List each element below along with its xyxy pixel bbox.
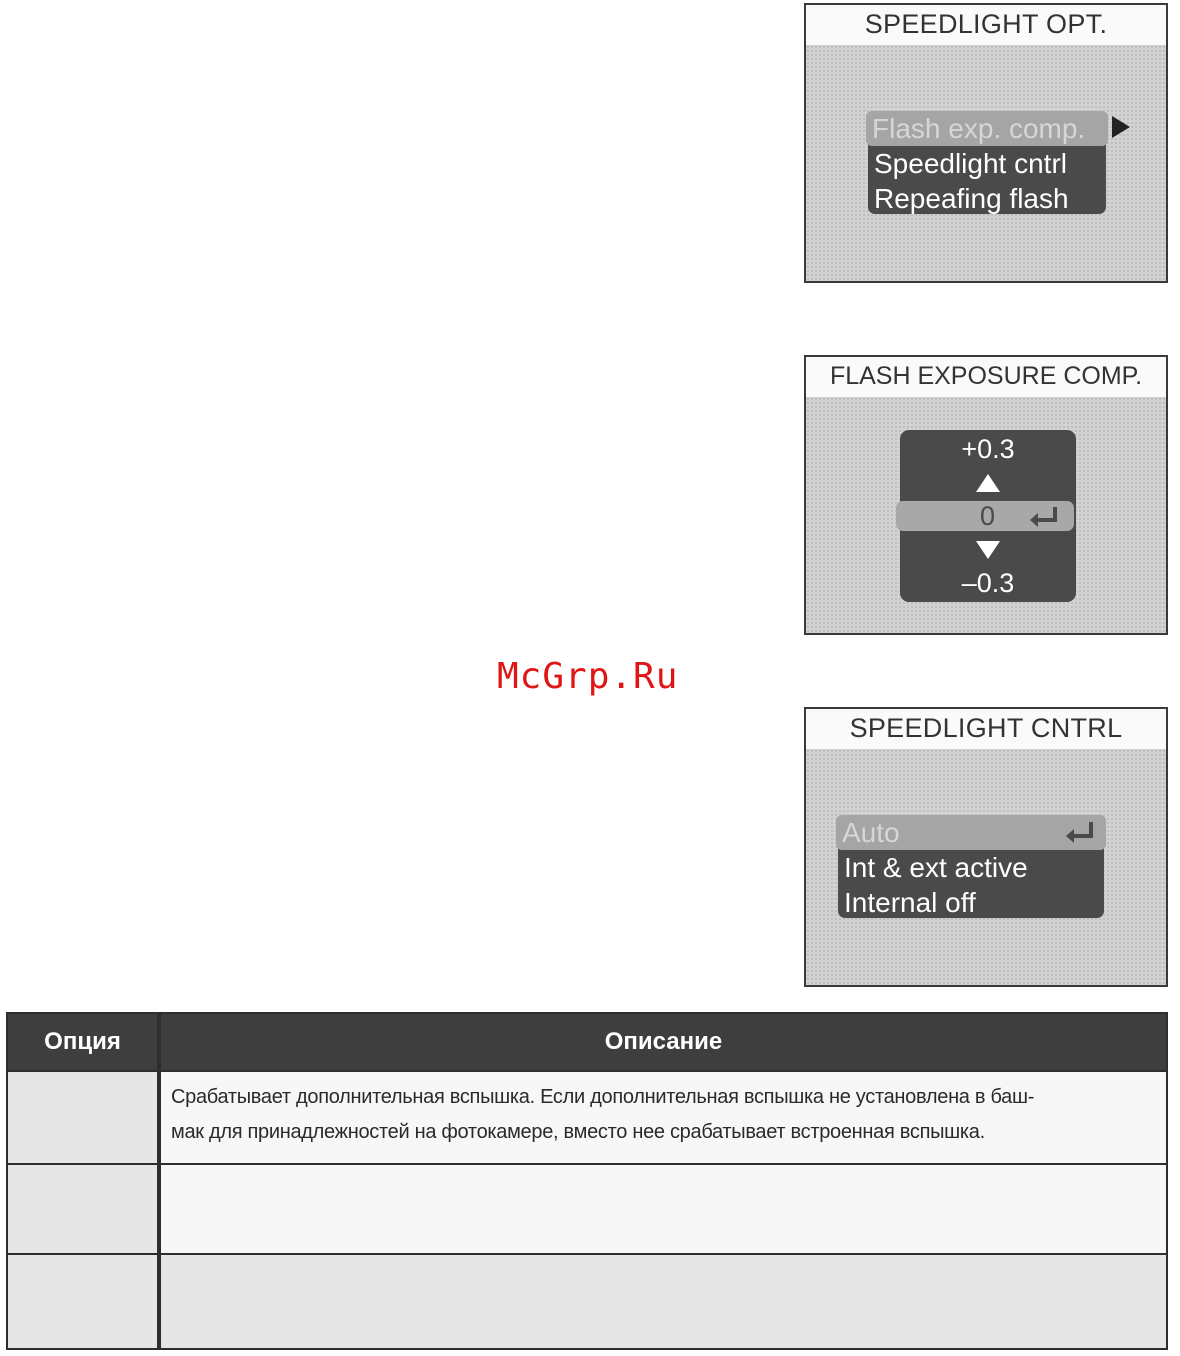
watermark-text: McGrp.Ru <box>497 656 679 697</box>
triangle-right-icon <box>1112 116 1130 138</box>
table-row-option-cell <box>8 1165 157 1253</box>
table-row-description-cell <box>161 1072 1166 1163</box>
triangle-up-icon[interactable] <box>976 474 1000 492</box>
header-description: Описание <box>161 1014 1166 1070</box>
menu-item-label: Auto <box>842 817 900 848</box>
return-arrow-icon <box>1060 819 1100 845</box>
menu-item-internal-off[interactable]: Internal off <box>844 887 976 918</box>
header-option: Опция <box>8 1014 157 1070</box>
flash-exposure-comp-screen <box>804 355 1168 635</box>
return-arrow-icon <box>1024 504 1064 528</box>
speedlight-opt-menu <box>868 111 1106 214</box>
speedlight-opt-screen <box>804 3 1168 283</box>
upper-value: +0.3 <box>961 434 1015 464</box>
menu-item-flash-exp-comp[interactable]: Flash exp. comp. <box>866 111 1108 146</box>
options-table <box>6 1012 1168 1350</box>
triangle-down-icon[interactable] <box>976 541 1000 559</box>
menu-item-auto[interactable] <box>836 815 1106 850</box>
screen-title: SPEEDLIGHT OPT. <box>806 5 1166 46</box>
description-line: Срабатывает дополнительная вспышка. Если дополнительная вспышка не установлена в баш- <box>171 1086 1035 1108</box>
table-row-description-cell <box>161 1255 1166 1348</box>
table-row-option-cell <box>8 1255 157 1348</box>
compensation-selector[interactable] <box>900 430 1076 602</box>
menu-item-speedlight-cntrl[interactable]: Speedlight cntrl <box>874 148 1068 179</box>
menu-item-int-ext-active[interactable]: Int & ext active <box>844 852 1028 883</box>
lower-value: –0.3 <box>961 568 1015 598</box>
screen-title: FLASH EXPOSURE COMP. <box>806 357 1166 398</box>
current-value: 0 <box>980 501 996 531</box>
menu-item-repeating-flash[interactable]: Repeafing flash <box>874 183 1069 214</box>
description-line: мак для принадлежностей на фотокамере, вместо нее срабатывает встроенная вспышка. <box>171 1121 985 1143</box>
description-text <box>171 1080 1156 1150</box>
speedlight-cntrl-screen <box>804 707 1168 987</box>
table-row-option-cell <box>8 1072 157 1163</box>
table-row-description-cell <box>161 1165 1166 1253</box>
screen-title: SPEEDLIGHT CNTRL <box>806 709 1166 750</box>
speedlight-cntrl-menu <box>838 815 1104 918</box>
current-value-row[interactable] <box>896 501 1074 531</box>
